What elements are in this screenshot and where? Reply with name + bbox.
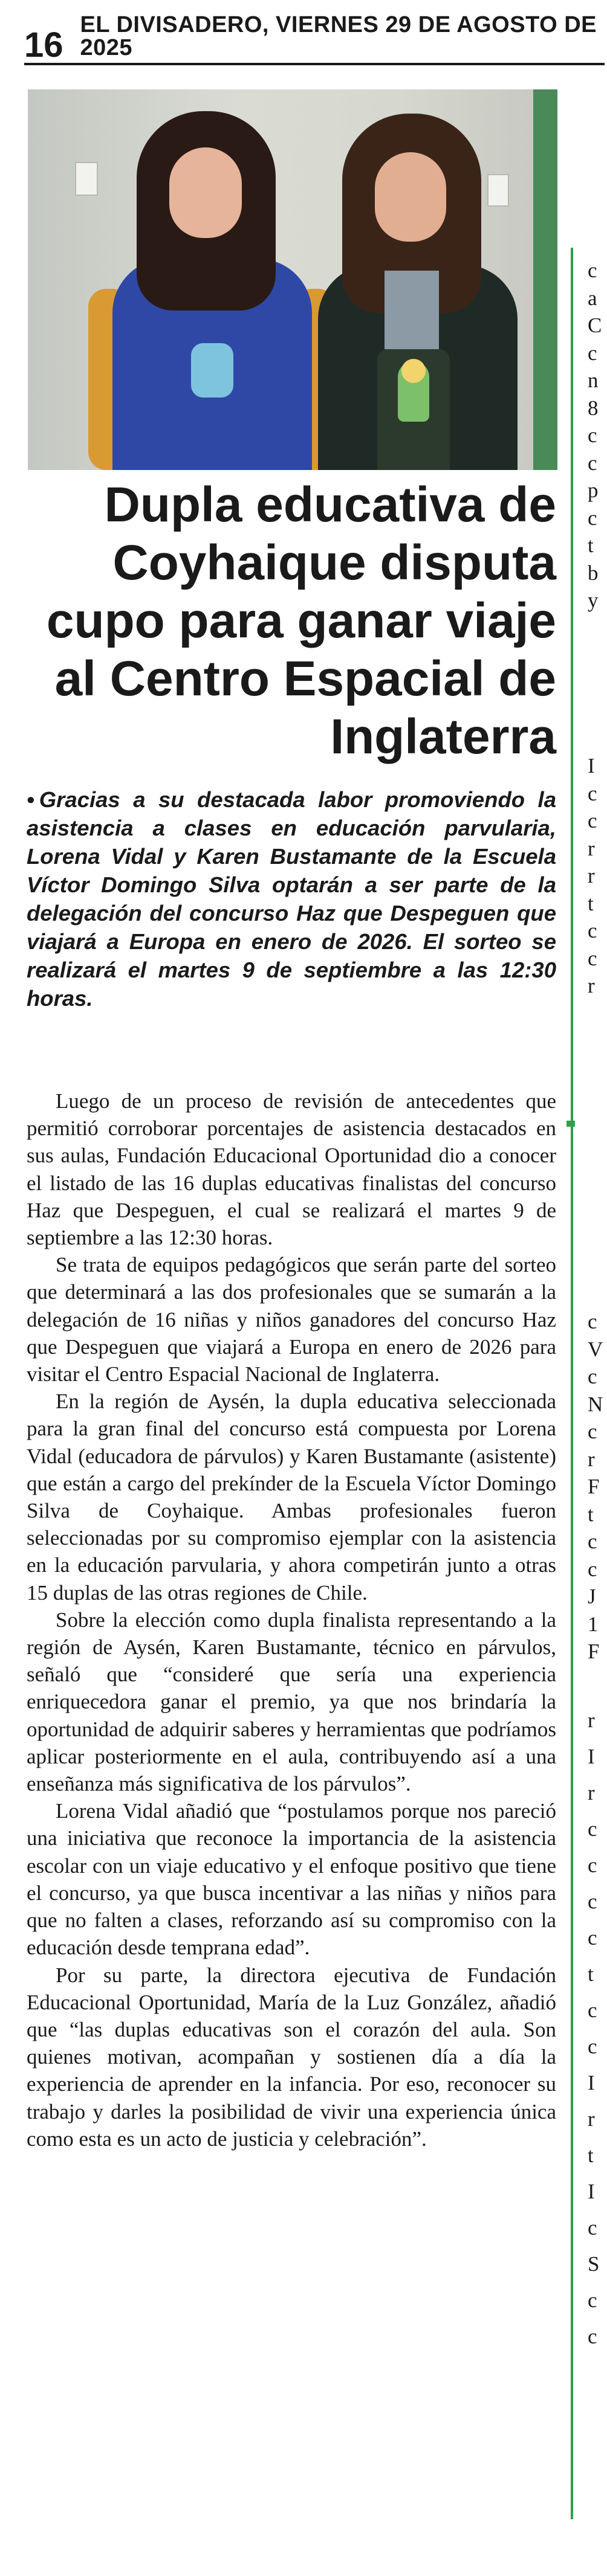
article-photo	[28, 89, 557, 470]
adjacent-column-letter: 8	[588, 396, 599, 420]
body-paragraph: Por su parte, la directora ejecutiva de Fundación Educacional Oportunidad, María de la Luz González, añadió que “las duplas educativas son el corazón del aula. Son quienes motivan, acompañan y sostienen día a día la experiencia de aprender en la infancia. Por eso, reconocer su trabajo y darles la posibilidad de vivir una experiencia única como esta es un acto de justicia y celebración”.	[27, 1963, 556, 2151]
adjacent-column-letter: V	[588, 1337, 603, 1361]
adjacent-column-letter: t	[588, 891, 594, 915]
adjacent-column-letter: c	[588, 1890, 597, 1913]
person-right-apron-doll-face	[401, 359, 426, 383]
adjacent-column-letter: c	[588, 2035, 597, 2058]
adjacent-column-letter: c	[588, 2288, 597, 2312]
body-paragraph: Lorena Vidal añadió que “postulamos porque nos pareció una iniciativa que reconoce la importancia de la asistencia escolar con un viaje educativo y el enfoque positivo que tiene el concurso, ya que busca incentivar a las niñas y niños para que no falten a clases, reforzando así su compromiso con la educación desde temprana edad”.	[27, 1799, 556, 1960]
adjacent-column-letter: c	[588, 1926, 597, 1950]
adjacent-column-letter: r	[588, 1447, 595, 1471]
adjacent-column-letter: b	[588, 561, 599, 585]
article-headline: Dupla educativa de Coyhaique disputa cupo para ganar viaje al Centro Espacial de Inglaterra	[46, 477, 556, 764]
adjacent-column-letter: c	[588, 1530, 597, 1553]
adjacent-column-letter: F	[588, 1475, 600, 1498]
photo-wall-outlet	[75, 162, 98, 196]
adjacent-column-letter: a	[588, 286, 597, 310]
adjacent-column-letter: r	[588, 836, 595, 860]
adjacent-column-letter: I	[588, 754, 595, 778]
photo-wall-outlet	[487, 174, 509, 207]
body-paragraph: Sobre la elección como dupla finalista representando a la región de Aysén, Karen Bustamante, técnico en párvulos, señaló que “consideré que sería una experiencia enriquecedora ganar el premio, ya que nos brindaría la oportunidad de adquirir saberes y herramientas que podríamos aplicar posteriormente en el aula, contribuyendo así a una enseñanza más significativa de los párvulos”.	[27, 1608, 556, 1796]
adjacent-column-letter: t	[588, 533, 594, 557]
adjacent-column-letter: c	[588, 809, 597, 832]
adjacent-column-letter: c	[588, 919, 597, 942]
adjacent-column-letter: C	[588, 314, 602, 337]
body-paragraph: En la región de Aysén, la dupla educativa seleccionada para la gran final del concurso está compuesta por Lorena Vidal (educadora de párvulos) y Karen Bustamante (asistente) que están a cargo del prekínder de la Escuela Víctor Domingo Silva de Coyhaique. Ambas profesionales fueron seleccionadas por su compromiso ejemplar con la asistencia en la educación parvularia, y ahora competirán junto a otras 15 duplas de las otras regiones de Chile.	[27, 1389, 556, 1605]
adjacent-column-letter: p	[588, 478, 599, 502]
adjacent-column-letter: c	[588, 506, 597, 530]
person-right-shirt	[385, 271, 439, 349]
adjacent-column-letter: c	[588, 1310, 597, 1333]
adjacent-column-letter: c	[588, 260, 597, 282]
article-body	[27, 1087, 556, 2153]
adjacent-column-letter: y	[588, 588, 599, 612]
adjacent-column-letter: c	[588, 1557, 597, 1581]
adjacent-column-letter: N	[588, 1392, 603, 1416]
person-left-face	[169, 147, 242, 238]
adjacent-column-letter: c	[588, 2325, 597, 2348]
adjacent-column-letter: c	[588, 451, 597, 475]
adjacent-column-letter: r	[588, 974, 595, 997]
adjacent-column-letter: I	[588, 2071, 595, 2095]
adjacent-column-letter: r	[588, 864, 595, 887]
adjacent-column-letter: t	[588, 1502, 594, 1526]
adjacent-column-letter: c	[588, 1853, 597, 1877]
adjacent-column-letter: c	[588, 423, 597, 447]
adjacent-column-letter: I	[588, 1745, 595, 1768]
person-left-shirt-print	[191, 343, 233, 398]
adjacent-column-letter: c	[588, 1998, 597, 2022]
adjacent-column-letter: c	[588, 2216, 597, 2240]
adjacent-column-letter: c	[588, 946, 597, 970]
column-divider-rule	[571, 248, 573, 2519]
adjacent-column-letter: I	[588, 2180, 595, 2203]
adjacent-column-letter: t	[588, 1962, 594, 1986]
adjacent-column-letter: n	[588, 369, 599, 392]
adjacent-column-letter: c	[588, 1365, 597, 1388]
photo-green-edge	[533, 89, 557, 470]
column-divider-marker	[566, 1121, 575, 1127]
adjacent-column-letter: 1	[588, 1612, 599, 1636]
page-header	[24, 11, 605, 65]
newspaper-name-and-date: EL DIVISADERO, VIERNES 29 DE AGOSTO DE 2025	[80, 12, 597, 60]
adjacent-column-letter: F	[588, 1640, 600, 1663]
page-number: 16	[24, 25, 63, 65]
adjacent-column-letter: c	[588, 1817, 597, 1841]
lead-bullet: •	[27, 787, 34, 812]
adjacent-column-letter: S	[588, 2252, 600, 2276]
adjacent-column-letter: c	[588, 781, 597, 805]
adjacent-column-letter: c	[588, 341, 597, 365]
adjacent-column-letter: c	[588, 1420, 597, 1443]
adjacent-column-letter: J	[588, 1585, 596, 1608]
person-right-face	[375, 152, 446, 242]
adjacent-column-fragments	[588, 260, 607, 2555]
adjacent-column-letter: r	[588, 2107, 595, 2131]
body-paragraph: Se trata de equipos pedagógicos que serán parte del sorteo que determinará a las dos profesionales que se sumarán a la delegación de 16 niñas y niños ganadores del concurso Haz que Despeguen que viajará a Europa en enero de 2026 para visitar el Centro Espacial Nacional de Inglaterra.	[27, 1253, 556, 1386]
article-lead	[27, 785, 556, 1013]
body-paragraph: Luego de un proceso de revisión de antecedentes que permitió corroborar porcentajes de asistencia destacados en sus aulas, Fundación Educacional Oportunidad dio a conocer el listado de las 16 duplas educativas finalistas del concurso Haz que Despeguen, el cual se realizará el martes 9 de septiembre a las 12:30 horas.	[27, 1089, 556, 1250]
adjacent-column-letter: t	[588, 2143, 594, 2167]
lead-text: Gracias a su destacada labor promoviendo la asistencia a clases en educación parvularia, Lorena Vidal y Karen Bustamante de la Escuela Víctor Domingo Silva optarán a ser parte de la delegación del concurso Haz que Despeguen que viajará a Europa en enero de 2026. El sorteo se realizará el martes 9 de septiembre a las 12:30 horas.	[27, 787, 556, 1011]
adjacent-column-letter: r	[588, 1708, 595, 1732]
adjacent-column-letter: r	[588, 1781, 595, 1805]
